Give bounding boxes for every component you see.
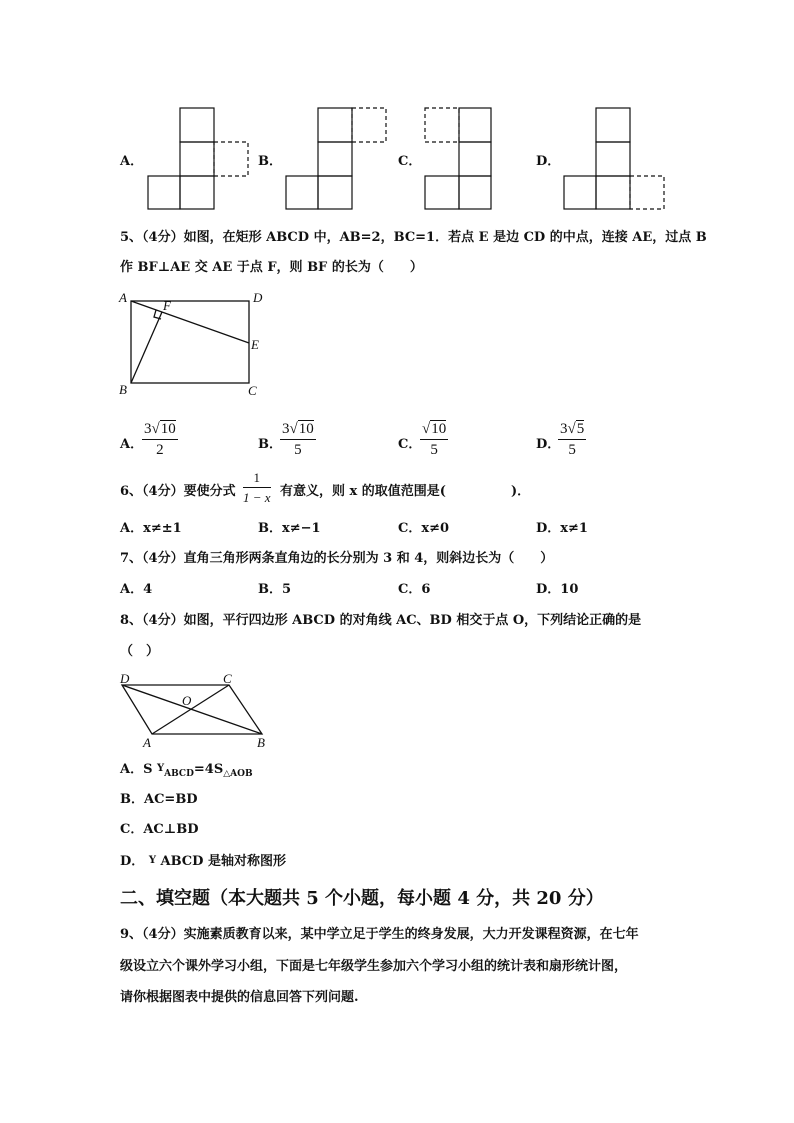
q8-stem-line2: （ ） [120,644,160,659]
q9-line2: 级设立六个课外学习小组，下面是七年级学生参加六个学习小组的统计表和扇形统计图， [120,959,628,974]
q8-option-a: A．S $Y_{ABCD}=4S_{\triangle AOB}$ [120,762,253,779]
q5-label-c: C [248,383,257,398]
q6-option-a: A．x≠±1 [120,521,182,536]
q6-stem-pre: 6、（4分）要使分式 [120,484,236,499]
q5-option-a-fraction: 3√10 2 [144,421,176,458]
q4-option-a-figure [145,105,255,215]
q5-label-f: F [163,298,171,313]
q5-option-b-fraction: 3√10 5 [282,421,314,458]
q8-parallelogram-figure [115,668,275,750]
parallelogram-symbol: Y [157,763,165,774]
q7-option-c: C．6 [398,582,431,597]
q6-option-d: D．x≠1 [536,521,588,536]
parallelogram-symbol: Y [148,855,156,866]
q4-option-d-figure [561,105,671,215]
q8-label-c: C [223,671,232,686]
section-2-title: 二、填空题（本大题共 5 个小题，每小题 4 分，共 20 分） [120,888,604,909]
q5-stem-line1: 5、（4分）如图，在矩形 ABCD 中，AB=2，BC=1．若点 E 是边 CD 的中点，连接 AE，过点 B [120,230,707,245]
q4-option-b-figure [283,105,393,215]
q8-option-c: C．AC⊥BD [120,822,199,837]
q5-option-b-label: B． [258,437,282,452]
q7-option-a: A．4 [120,582,153,597]
q5-label-b: B [119,382,127,397]
q8-stem-line1: 8、（4分）如图，平行四边形 ABCD 的对角线 AC、BD 相交于点 O，下列结论正确的是 [120,613,642,628]
q5-option-c-fraction: √10 5 [422,421,447,458]
q5-option-c-label: C． [398,437,422,452]
q5-option-d-label: D． [536,437,561,452]
q4-option-c-figure [422,105,532,215]
q5-option-d-fraction: 3√5 5 [560,421,585,458]
q8-option-b: B．AC=BD [120,792,198,807]
q8-label-b: B [257,735,265,750]
q6-stem-post: 有意义，则 x 的取值范围是( )． [280,484,531,499]
q5-label-d: D [253,290,263,305]
q4-option-c-label: C． [398,154,422,169]
q8-label-d: D [120,671,130,686]
q9-line3: 请你根据图表中提供的信息回答下列问题. [120,990,359,1005]
q5-rectangle-figure [115,288,275,400]
q8-option-d: D． Y ABCD 是轴对称图形 [120,854,286,869]
q4-option-d-label: D． [536,154,561,169]
q4-option-b-label: B． [258,154,282,169]
q8-label-o: O [182,693,192,708]
q5-label-e: E [251,337,259,352]
q6-option-b: B．x≠−1 [258,521,321,536]
q5-label-a: A [119,290,127,305]
q7-stem: 7、（4分）直角三角形两条直角边的长分别为 3 和 4，则斜边长为（ ） [120,551,554,566]
q4-option-a-label: A． [120,154,144,169]
q6-fraction: 1 1 − x [243,470,271,505]
q9-line1: 9、（4分）实施素质教育以来，某中学立足于学生的终身发展，大力开发课程资源，在七年 [120,927,639,942]
q5-stem-line2: 作 BF⊥AE 交 AE 于点 F，则 BF 的长为（ ） [120,260,423,275]
q6-option-c: C．x≠0 [398,521,450,536]
q7-option-b: B．5 [258,582,292,597]
q7-option-d: D．10 [536,582,579,597]
q8-label-a: A [143,735,151,750]
q5-option-a-label: A． [120,437,144,452]
